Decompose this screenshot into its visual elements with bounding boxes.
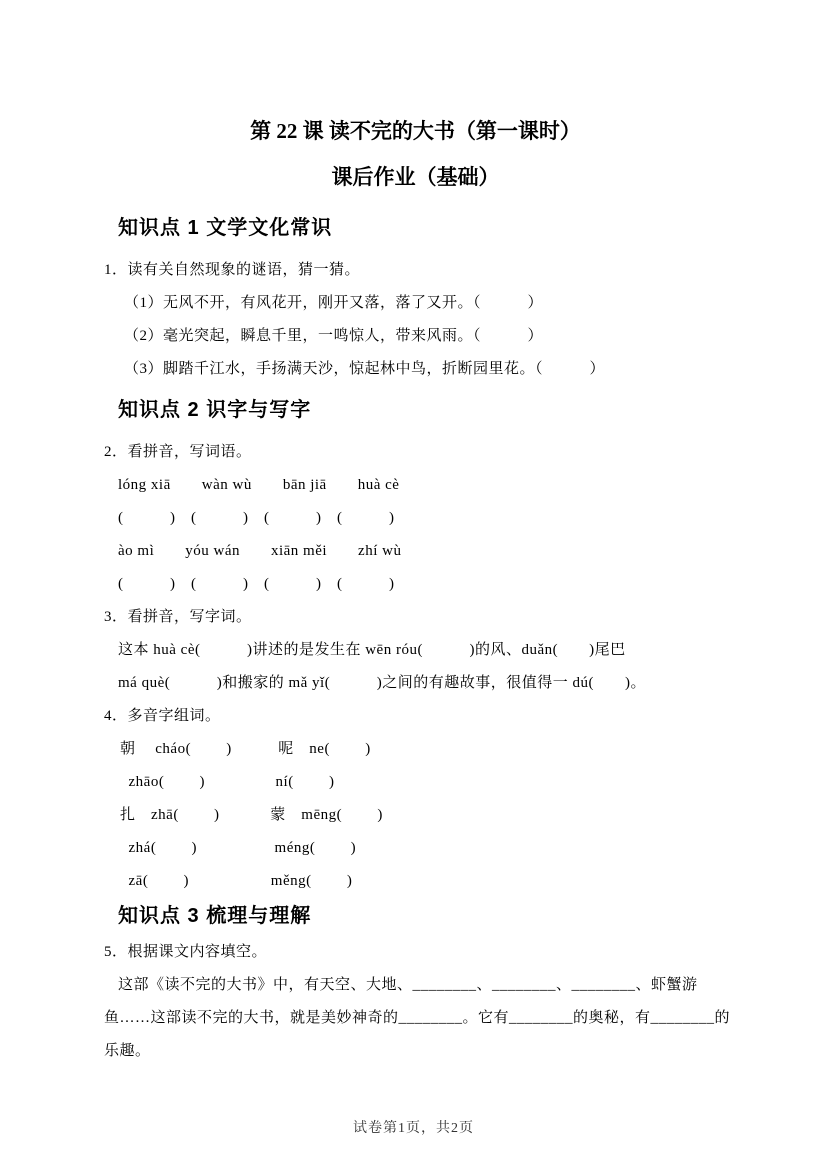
pinyin-row-2: ào mì yóu wán xiān měi zhí wù (118, 543, 402, 559)
question-3-line-1: 这本 huà cè( )讲述的是发生在 wēn róu( )的风、duǎn( )尾巴 (118, 642, 626, 658)
question-5-line-1: 这部《读不完的大书》中，有天空、大地、________、________、________、虾蟹游 (118, 977, 698, 993)
page-subtitle: 课后作业（基础） (331, 165, 500, 189)
pinyin-row-1: lóng xiā wàn wù bān jiā huà cè (118, 477, 400, 493)
page-title: 第 22 课 读不完的大书（第一课时） (250, 119, 581, 143)
polyphone-row-5: zā( ) měng( ) (120, 873, 353, 889)
page-footer: 试卷第1页，共2页 (353, 1121, 474, 1136)
polyphone-row-2: zhāo( ) ní( ) (120, 774, 335, 790)
riddle-line-2: （2）毫光突起，瞬息千里，一鸣惊人，带来风雨。（ ） (124, 328, 544, 344)
question-5-line-3: 乐趣。 (104, 1043, 151, 1059)
answer-blank-row-2: ( ) ( ) ( ) ( ) (118, 576, 395, 592)
question-3-label: 3．看拼音，写字词。 (104, 609, 252, 625)
section-3-heading: 知识点 3 梳理与理解 (118, 905, 312, 927)
section-1-heading: 知识点 1 文学文化常识 (118, 217, 333, 239)
question-1-label: 1．读有关自然现象的谜语，猜一猜。 (104, 262, 361, 278)
answer-blank-row-1: ( ) ( ) ( ) ( ) (118, 510, 395, 526)
polyphone-row-4: zhá( ) méng( ) (120, 840, 357, 856)
question-3-line-2: má què( )和搬家的 mǎ yǐ( )之间的有趣故事，很值得一 dú( )。 (118, 675, 646, 691)
section-2-heading: 知识点 2 识字与写字 (118, 399, 312, 421)
polyphone-row-3: 扎 zhā( ) 蒙 mēng( ) (120, 807, 383, 823)
question-5-line-2: 鱼……这部读不完的大书，就是美妙神奇的________。它有________的奥秘，有________的 (104, 1010, 731, 1026)
question-4-label: 4．多音字组词。 (104, 708, 221, 724)
question-5-label: 5．根据课文内容填空。 (104, 944, 268, 960)
question-2-label: 2．看拼音，写词语。 (104, 444, 252, 460)
riddle-line-1: （1）无风不开，有风花开，刚开又落，落了又开。（ ） (124, 295, 544, 311)
polyphone-row-1: 朝 cháo( ) 呢 ne( ) (120, 741, 371, 757)
riddle-line-3: （3）脚踏千江水，手扬满天沙，惊起林中鸟，折断园里花。（ ） (124, 361, 606, 377)
